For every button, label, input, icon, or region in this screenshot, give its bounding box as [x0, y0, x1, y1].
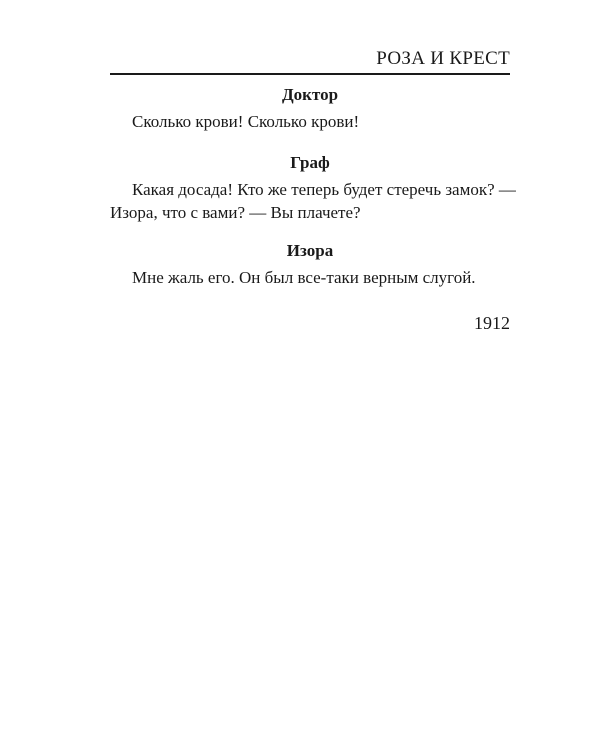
- running-head: РОЗА И КРЕСТ: [376, 48, 510, 69]
- dialogue-line: Мне жаль его. Он был все-таки верным слугой.: [132, 268, 476, 287]
- speaker-name: Доктор: [281, 85, 339, 104]
- header-rule: [110, 73, 510, 75]
- dialogue-line: Какая досада! Кто же теперь будет стеречь замок? —: [132, 180, 516, 199]
- dialogue-line: Сколько крови! Сколько крови!: [132, 112, 360, 131]
- speaker-name: Граф: [290, 153, 330, 172]
- speaker-name: Изора: [286, 241, 334, 260]
- dialogue-line: Изора, что с вами? — Вы плачете?: [110, 203, 361, 222]
- date-signature: 1912: [474, 313, 510, 333]
